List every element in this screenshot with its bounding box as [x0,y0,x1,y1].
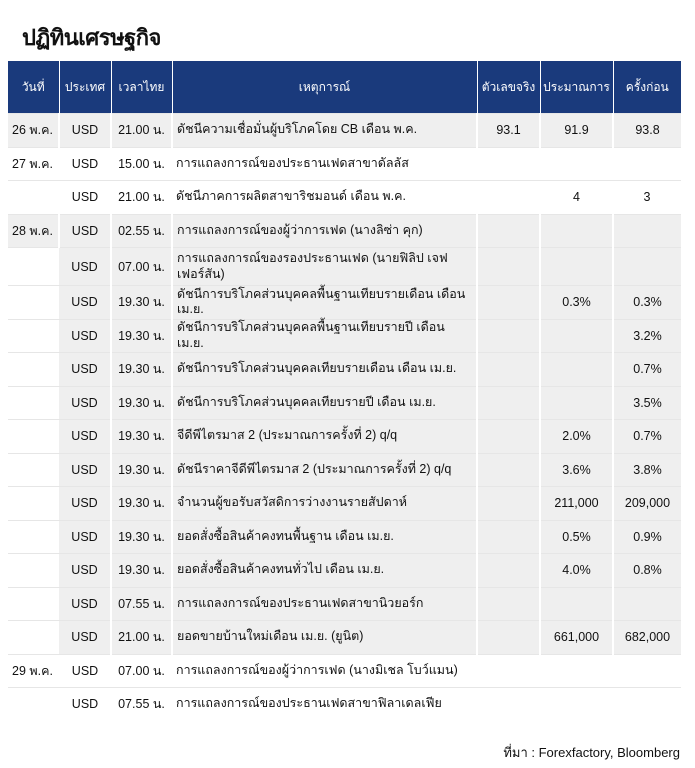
cell-actual [477,181,540,215]
cell-day [8,386,59,420]
cell-event: ดัชนีการบริโภคส่วนบุคคลพื้นฐานเทียบรายเดือน เดือน เม.ย. [172,286,477,320]
cell-country: USD [59,520,111,554]
cell-previous: 0.8% [613,554,681,588]
cell-day [8,181,59,215]
cell-time: 19.30 น. [111,319,172,353]
cell-actual [477,248,540,286]
cell-previous [613,248,681,286]
cell-actual [477,688,540,721]
header-forecast: ประมาณการ [540,61,613,114]
table-row [8,353,681,387]
cell-previous: 3.2% [613,319,681,353]
table-row [8,114,681,148]
cell-forecast: 91.9 [540,114,613,148]
cell-previous [613,214,681,248]
cell-time: 21.00 น. [111,181,172,215]
cell-time: 02.55 น. [111,214,172,248]
cell-time: 19.30 น. [111,453,172,487]
cell-forecast: 0.3% [540,286,613,320]
cell-event: การแถลงการณ์ของผู้ว่าการเฟด (นางมิเชล โบว์แมน) [172,654,477,688]
cell-event: ยอดสั่งซื้อสินค้าคงทนทั่วไป เดือน เม.ย. [172,554,477,588]
cell-day [8,587,59,621]
cell-actual [477,587,540,621]
cell-event: ยอดขายบ้านใหม่เดือน เม.ย. (ยูนิต) [172,621,477,655]
cell-time: 19.30 น. [111,420,172,454]
cell-country: USD [59,114,111,148]
cell-event: ดัชนีภาคการผลิตสาขาริชมอนด์ เดือน พ.ค. [172,181,477,215]
cell-event: ดัชนีความเชื่อมั่นผู้บริโภคโดย CB เดือน พ.ค. [172,114,477,148]
cell-country: USD [59,214,111,248]
cell-country: USD [59,554,111,588]
cell-country: USD [59,181,111,215]
cell-forecast [540,319,613,353]
header-previous: ครั้งก่อน [613,61,681,114]
header-day: วันที่ [8,61,59,114]
table-row [8,147,681,181]
cell-country: USD [59,286,111,320]
cell-previous: 682,000 [613,621,681,655]
cell-actual [477,214,540,248]
cell-day: 26 พ.ค. [8,114,59,148]
cell-previous [613,587,681,621]
cell-event: ยอดสั่งซื้อสินค้าคงทนพื้นฐาน เดือน เม.ย. [172,520,477,554]
cell-country: USD [59,420,111,454]
cell-day [8,688,59,721]
cell-previous [613,147,681,181]
table-header-row [8,61,681,114]
cell-time: 19.30 น. [111,353,172,387]
cell-time: 19.30 น. [111,520,172,554]
cell-country: USD [59,353,111,387]
cell-actual [477,286,540,320]
cell-time: 21.00 น. [111,621,172,655]
cell-time: 07.00 น. [111,654,172,688]
header-actual: ตัวเลขจริง [477,61,540,114]
cell-event: ดัชนีราคาจีดีพีไตรมาส 2 (ประมาณการครั้งที่ 2) q/q [172,453,477,487]
table-row [8,654,681,688]
economic-calendar-table [8,61,681,721]
cell-time: 21.00 น. [111,114,172,148]
header-time: เวลาไทย [111,61,172,114]
cell-event: การแถลงการณ์ของประธานเฟดสาขาฟิลาเดลเฟีย [172,688,477,721]
cell-day: 27 พ.ค. [8,147,59,181]
cell-previous: 0.9% [613,520,681,554]
cell-actual [477,621,540,655]
cell-country: USD [59,587,111,621]
table-row [8,286,681,320]
cell-event: จีดีพีไตรมาส 2 (ประมาณการครั้งที่ 2) q/q [172,420,477,454]
cell-forecast [540,386,613,420]
cell-day: 29 พ.ค. [8,654,59,688]
cell-forecast [540,353,613,387]
cell-previous: 0.7% [613,420,681,454]
cell-day [8,420,59,454]
cell-country: USD [59,688,111,721]
cell-country: USD [59,386,111,420]
table-row [8,319,681,353]
cell-event: การแถลงการณ์ของรองประธานเฟด (นายฟิลิป เจฟเฟอร์สัน) [172,248,477,286]
cell-forecast: 4 [540,181,613,215]
page-title: ปฏิทินเศรษฐกิจ [22,26,161,51]
cell-forecast: 3.6% [540,453,613,487]
cell-event: จำนวนผู้ขอรับสวัสดิการว่างงานรายสัปดาห์ [172,487,477,521]
cell-time: 19.30 น. [111,286,172,320]
cell-event: ดัชนีการบริโภคส่วนบุคคลเทียบรายปี เดือน เม.ย. [172,386,477,420]
cell-previous [613,688,681,721]
cell-day [8,286,59,320]
cell-forecast [540,248,613,286]
cell-forecast: 0.5% [540,520,613,554]
cell-forecast: 211,000 [540,487,613,521]
cell-event: ดัชนีการบริโภคส่วนบุคคลพื้นฐานเทียบรายปี เดือน เม.ย. [172,319,477,353]
cell-previous [613,654,681,688]
cell-previous: 3 [613,181,681,215]
cell-actual [477,554,540,588]
cell-actual [477,386,540,420]
cell-country: USD [59,319,111,353]
cell-country: USD [59,621,111,655]
table-row [8,621,681,655]
cell-day [8,520,59,554]
cell-actual [477,147,540,181]
cell-time: 15.00 น. [111,147,172,181]
cell-previous: 0.7% [613,353,681,387]
cell-forecast [540,688,613,721]
cell-day [8,554,59,588]
cell-time: 19.30 น. [111,487,172,521]
cell-event: การแถลงการณ์ของประธานเฟดสาขานิวยอร์ก [172,587,477,621]
table-row [8,487,681,521]
cell-actual [477,487,540,521]
cell-previous: 3.5% [613,386,681,420]
cell-day: 28 พ.ค. [8,214,59,248]
cell-country: USD [59,248,111,286]
table-row [8,587,681,621]
cell-time: 07.00 น. [111,248,172,286]
cell-time: 19.30 น. [111,554,172,588]
cell-forecast: 4.0% [540,554,613,588]
table-row [8,554,681,588]
cell-country: USD [59,147,111,181]
cell-previous: 3.8% [613,453,681,487]
cell-actual: 93.1 [477,114,540,148]
cell-actual [477,353,540,387]
table-row [8,453,681,487]
cell-actual [477,319,540,353]
cell-actual [477,654,540,688]
cell-actual [477,420,540,454]
cell-day [8,621,59,655]
cell-day [8,453,59,487]
cell-forecast [540,147,613,181]
cell-event: การแถลงการณ์ของผู้ว่าการเฟด (นางลิซ่า คุก) [172,214,477,248]
header-country: ประเทศ [59,61,111,114]
cell-previous: 0.3% [613,286,681,320]
table-row [8,386,681,420]
cell-previous: 209,000 [613,487,681,521]
cell-actual [477,453,540,487]
cell-previous: 93.8 [613,114,681,148]
cell-time: 07.55 น. [111,587,172,621]
cell-forecast [540,587,613,621]
source-note: ที่มา : Forexfactory, Bloomberg [503,745,680,760]
table-row [8,248,681,286]
cell-event: การแถลงการณ์ของประธานเฟดสาขาดัลลัส [172,147,477,181]
cell-day [8,353,59,387]
cell-day [8,248,59,286]
cell-forecast [540,654,613,688]
cell-country: USD [59,453,111,487]
cell-event: ดัชนีการบริโภคส่วนบุคคลเทียบรายเดือน เดือน เม.ย. [172,353,477,387]
cell-time: 19.30 น. [111,386,172,420]
cell-country: USD [59,654,111,688]
table-row [8,214,681,248]
table-row [8,520,681,554]
table-row [8,181,681,215]
cell-forecast: 661,000 [540,621,613,655]
cell-day [8,319,59,353]
table-row [8,420,681,454]
cell-country: USD [59,487,111,521]
cell-time: 07.55 น. [111,688,172,721]
cell-actual [477,520,540,554]
header-event: เหตุการณ์ [172,61,477,114]
table-row [8,688,681,721]
cell-forecast: 2.0% [540,420,613,454]
cell-forecast [540,214,613,248]
cell-day [8,487,59,521]
